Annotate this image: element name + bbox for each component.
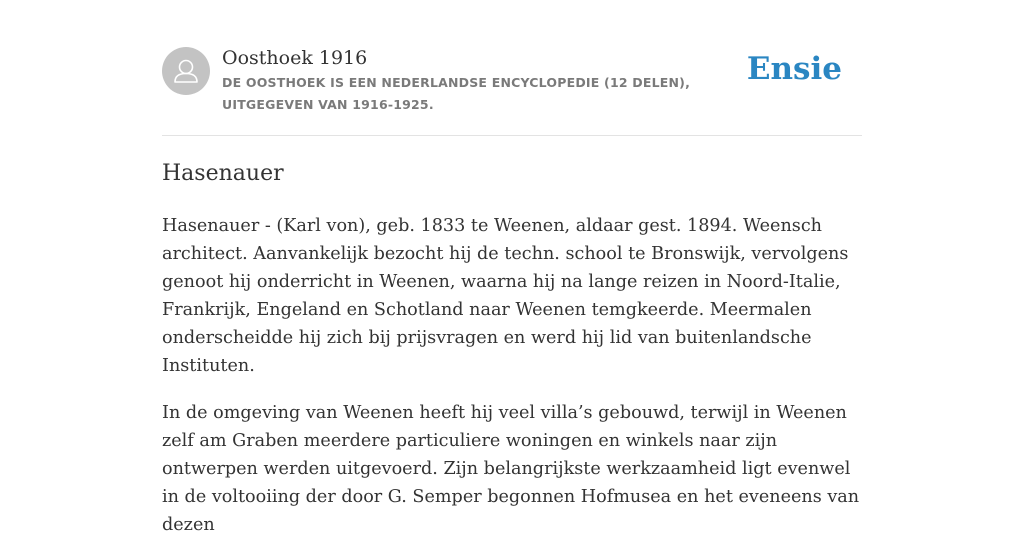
source-description: DE OOSTHOEK IS EEN NEDERLANDSE ENCYCLOPEDIE (12 DELEN), UITGEGEVEN VAN 1916-1925.: [222, 75, 691, 112]
brand-logo[interactable]: Ensie: [746, 51, 842, 87]
source-title[interactable]: Oosthoek 1916: [222, 47, 368, 69]
user-silhouette-icon: [162, 47, 210, 95]
entry-paragraph: In de omgeving van Weenen heeft hij veel villa’s gebouwd, terwijl in Weenen zelf am Graben meerdere particuliere woningen en winkels naar zijn ontwerpen werden uitgevoerd. Zijn belangrijkste werkzaamheid ligt evenwel in de voltooiing der door G. Semper begonnen Hofmusea en het eveneens van dezen: [162, 403, 860, 535]
article-container: [162, 0, 862, 535]
entry-title: Hasenauer: [162, 161, 284, 186]
avatar[interactable]: [162, 47, 210, 95]
source-header: [162, 0, 862, 136]
entry-paragraph: Hasenauer - (Karl von), geb. 1833 te Weenen, aldaar gest. 1894. Weensch architect. Aanvankelijk bezocht hij de techn. school te Bronswijk, vervolgens genoot hij onderricht in Weenen, waarna hij na lange reizen in Noord-Italie, Frankrijk, Engeland en Schotland naar Weenen temgkeerde. Meermalen onderscheidde hij zich bij prijsvragen en werd hij lid van buitenlandsche Instituten.: [162, 216, 849, 376]
entry-body: [162, 212, 867, 558]
